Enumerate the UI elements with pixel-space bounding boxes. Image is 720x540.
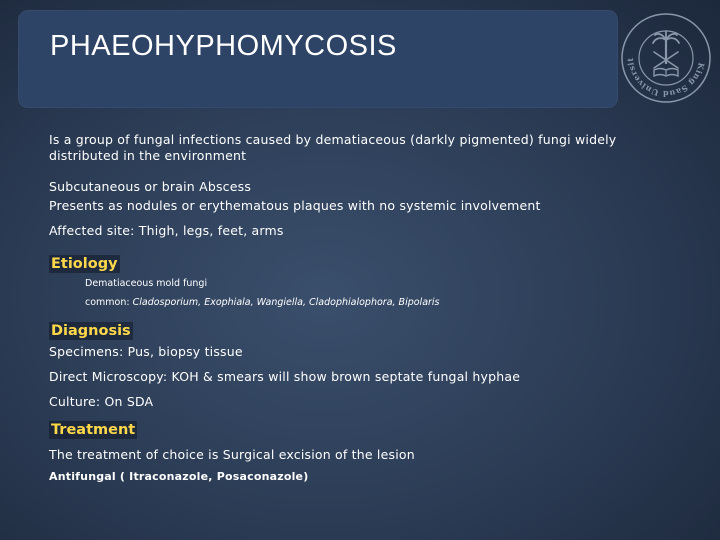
treatment-heading: Treatment [51,422,136,438]
etiology-heading: Etiology [51,256,118,272]
slide-content [49,132,689,485]
diagnosis-culture: Culture: On SDA [49,394,154,409]
etiology-section [49,253,689,309]
etiology-line-2 [85,296,689,309]
diagnosis-heading: Diagnosis [51,323,131,339]
logo-ring-text: King Saud Universit [624,57,707,100]
university-logo [620,12,712,104]
etiology-species: Cladosporium, Exophiala, Wangiella, Cladophialophora, Bipolaris [132,297,440,308]
intro-line-2: distributed in the environment [49,148,247,163]
clinical-line-1: Subcutaneous or brain Abscess [49,179,252,194]
etiology-common-label: common: [85,297,133,308]
affected-site: Affected site: Thigh, legs, feet, arms [49,223,284,238]
clinical-line-2: Presents as nodules or erythematous plaques with no systemic involvement [49,198,541,213]
diagnosis-section [49,320,689,410]
diagnosis-microscopy: Direct Microscopy: KOH & smears will show brown septate fungal hyphae [49,369,521,384]
etiology-line-1: Dematiaceous mold fungi [85,278,208,289]
treatment-choice: The treatment of choice is Surgical excision of the lesion [49,447,415,462]
intro-line-1: Is a group of fungal infections caused by dematiaceous (darkly pigmented) fungi widely [49,132,617,147]
slide-title: PHAEOHYPHOMYCOSIS [50,30,397,62]
treatment-section [49,419,689,485]
king-saud-university-seal-icon [620,12,712,104]
treatment-antifungal: Antifungal ( Itraconazole, Posaconazole) [49,470,309,483]
diagnosis-specimens: Specimens: Pus, biopsy tissue [49,344,243,359]
